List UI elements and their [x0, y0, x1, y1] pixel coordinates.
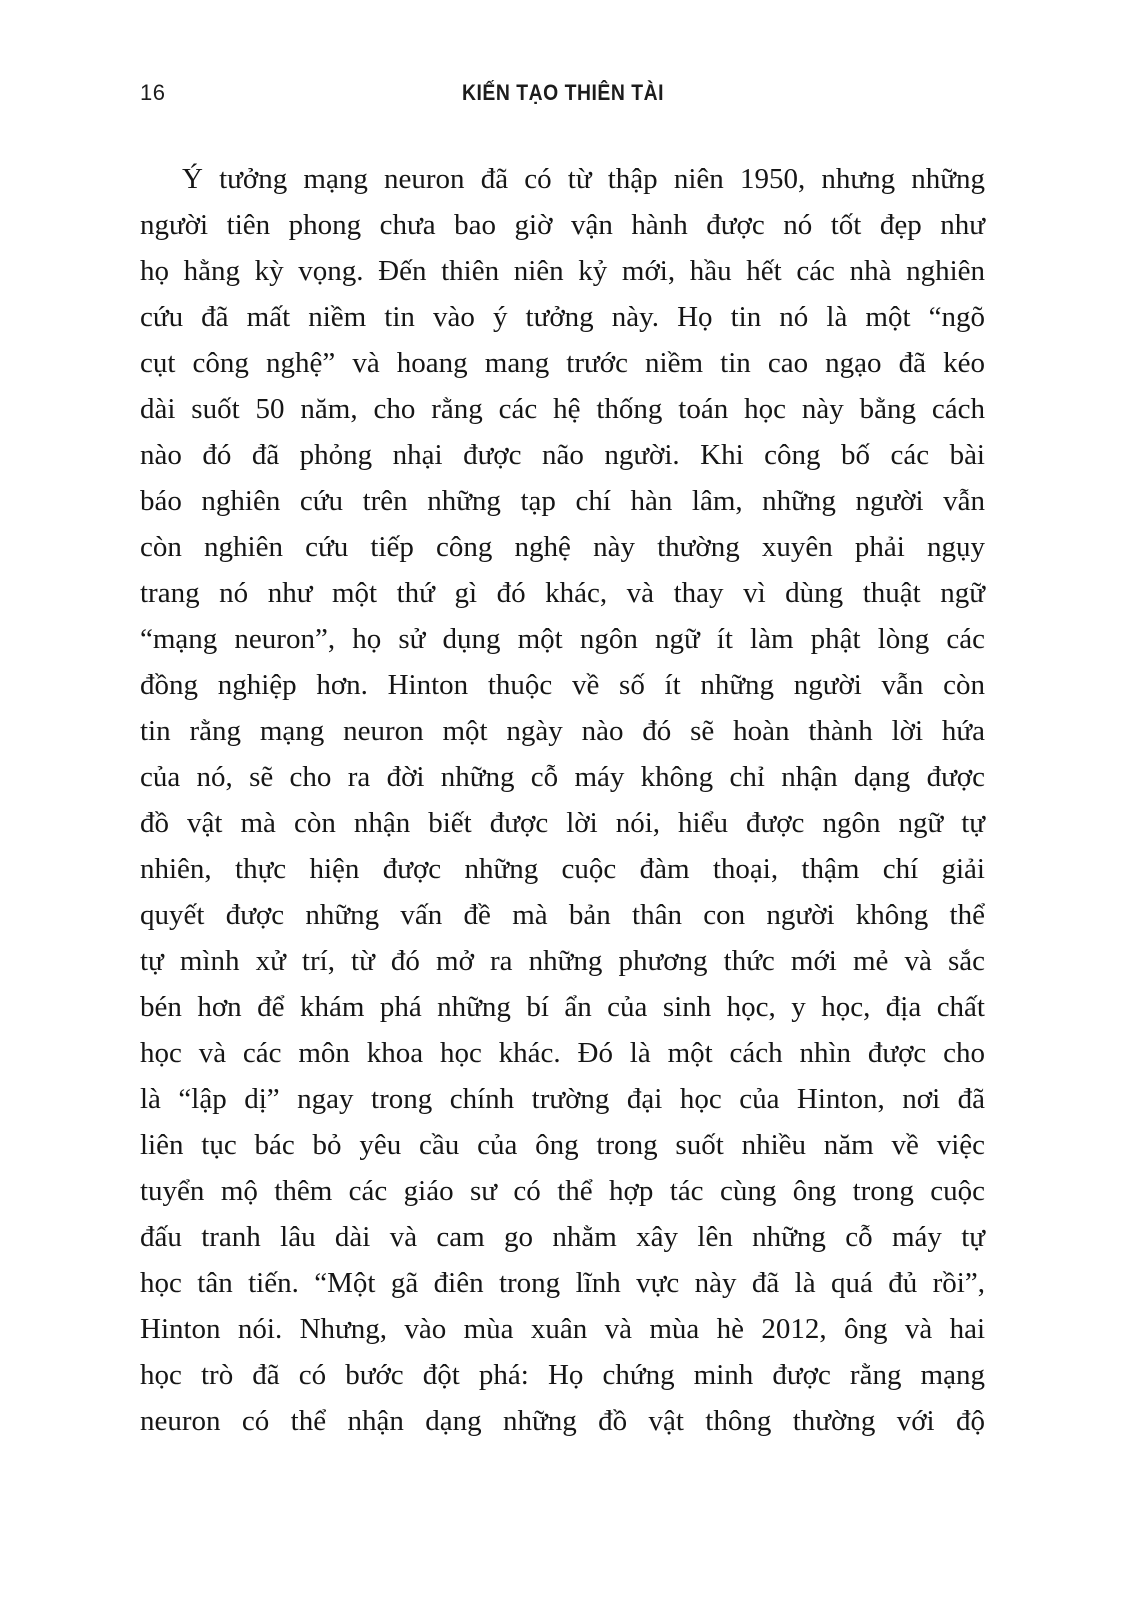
text-line: của nó, sẽ cho ra đời những cỗ máy không chỉ nhận dạng được [140, 761, 985, 793]
text-line: đấu tranh lâu dài và cam go nhằm xây lên những cỗ máy tự [140, 1221, 985, 1253]
text-line: tự mình xử trí, từ đó mở ra những phương thức mới mẻ và sắc [140, 945, 985, 977]
text-line: đồng nghiệp hơn. Hinton thuộc về số ít những người vẫn còn [140, 669, 985, 701]
text-line: học trò đã có bước đột phá: Họ chứng minh được rằng mạng [140, 1359, 985, 1391]
text-line: người tiên phong chưa bao giờ vận hành được nó tốt đẹp như [140, 209, 985, 241]
text-line: tin rằng mạng neuron một ngày nào đó sẽ hoàn thành lời hứa [140, 715, 985, 747]
text-line: nào đó đã phỏng nhại được não người. Khi công bố các bài [140, 439, 985, 471]
page-header [0, 80, 1126, 110]
text-line: đồ vật mà còn nhận biết được lời nói, hiểu được ngôn ngữ tự [140, 807, 985, 839]
text-line: liên tục bác bỏ yêu cầu của ông trong suốt nhiều năm về việc [140, 1129, 985, 1161]
page-number: 16 [140, 80, 166, 105]
text-line: neuron có thể nhận dạng những đồ vật thông thường với độ [140, 1405, 985, 1437]
text-line: dài suốt 50 năm, cho rằng các hệ thống toán học này bằng cách [140, 393, 985, 425]
text-line: báo nghiên cứu trên những tạp chí hàn lâm, những người vẫn [140, 485, 985, 517]
body-text-block [140, 156, 985, 1444]
text-line: trang nó như một thứ gì đó khác, và thay vì dùng thuật ngữ [140, 577, 985, 609]
running-title: KIẾN TẠO THIÊN TÀI [461, 80, 665, 105]
text-line: cụt công nghệ” và hoang mang trước niềm tin cao ngạo đã kéo [140, 347, 985, 379]
text-line: Ý tưởng mạng neuron đã có từ thập niên 1950, nhưng những [182, 163, 985, 195]
text-line: “mạng neuron”, họ sử dụng một ngôn ngữ ít làm phật lòng các [140, 623, 985, 655]
text-line: học và các môn khoa học khác. Đó là một cách nhìn được cho [140, 1037, 985, 1069]
text-line: quyết được những vấn đề mà bản thân con người không thể [140, 899, 985, 931]
text-line: là “lập dị” ngay trong chính trường đại học của Hinton, nơi đã [140, 1083, 985, 1115]
text-line: còn nghiên cứu tiếp công nghệ này thường xuyên phải ngụy [140, 531, 985, 563]
text-line: cứu đã mất niềm tin vào ý tưởng này. Họ tin nó là một “ngõ [140, 301, 985, 333]
text-line: Hinton nói. Nhưng, vào mùa xuân và mùa hè 2012, ông và hai [140, 1313, 985, 1345]
text-line: tuyển mộ thêm các giáo sư có thể hợp tác cùng ông trong cuộc [140, 1175, 985, 1207]
text-line: học tân tiến. “Một gã điên trong lĩnh vực này đã là quá đủ rồi”, [140, 1267, 985, 1299]
text-line: bén hơn để khám phá những bí ẩn của sinh học, y học, địa chất [140, 991, 985, 1023]
text-line: nhiên, thực hiện được những cuộc đàm thoại, thậm chí giải [140, 853, 985, 885]
text-line: họ hằng kỳ vọng. Đến thiên niên kỷ mới, hầu hết các nhà nghiên [140, 255, 985, 287]
